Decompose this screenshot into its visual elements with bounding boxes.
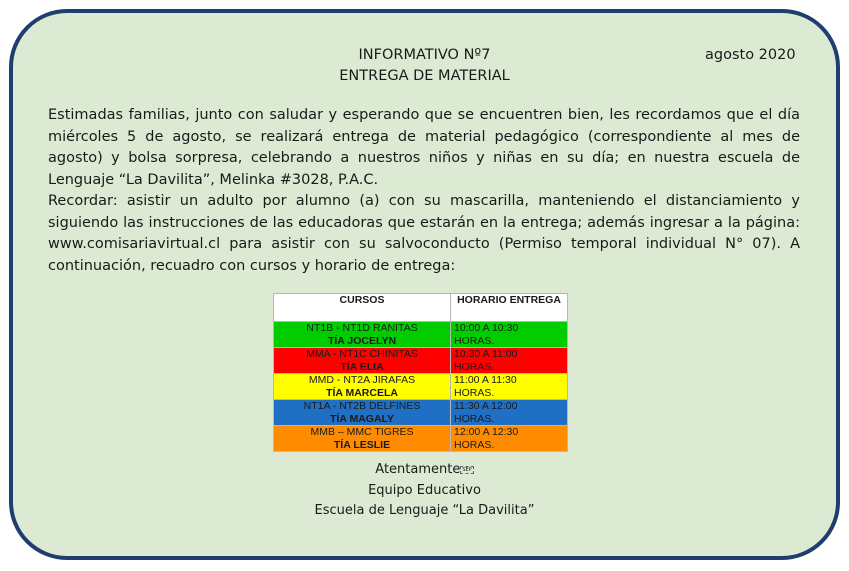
teacher-name: TÍA ELIA — [340, 360, 384, 373]
header-courses: CURSOS — [274, 294, 451, 322]
schedule-row — [274, 322, 568, 348]
schedule-row — [274, 426, 568, 452]
notice-card — [9, 9, 840, 560]
time-unit: HORAS. — [454, 334, 495, 347]
signature-team: Equipo Educativo — [368, 483, 481, 498]
time-cell — [451, 400, 568, 426]
body-paragraph-1: Estimadas familias, junto con saludar y esperando que se encuentren bien, les recordamos que el día miércoles 5 de agosto, se realizará entrega de material pedagógico (correspondiente al mes de agosto) y bolsa sorpresa, celebrando a nuestros niños y niñas en su día; en nuestra escuela de Lenguaje “La Davilita”, Melinka #3028, P.A.C. — [48, 107, 800, 188]
teacher-name: TÍA MAGALY — [330, 412, 394, 425]
notice-title: INFORMATIVO Nº7 — [358, 47, 491, 63]
notice-subtitle: ENTREGA DE MATERIAL — [339, 68, 510, 84]
notice-date: agosto 2020 — [705, 47, 796, 63]
course-cell — [274, 374, 451, 400]
header-schedule: HORARIO ENTREGA — [451, 294, 568, 322]
course-name: MMD - NT2A JIRAFAS — [308, 374, 416, 386]
course-name: NT1B - NT1D RANITAS — [306, 322, 418, 334]
course-name: MMA - NT1C CHINITAS — [306, 348, 418, 360]
sep-glyph: SEP — [462, 466, 472, 473]
schedule-row — [274, 374, 568, 400]
teacher-name: TÍA LESLIE — [333, 438, 391, 451]
notice-body — [48, 105, 800, 277]
course-cell — [274, 348, 451, 374]
time-cell — [451, 322, 568, 348]
course-cell — [274, 426, 451, 452]
schedule-header-row — [274, 294, 568, 322]
time-unit: HORAS. — [454, 438, 495, 451]
schedule-row — [274, 400, 568, 426]
course-name: NT1A - NT2B DELFINES — [303, 400, 421, 412]
schedule-row — [274, 348, 568, 374]
time-unit: HORAS. — [454, 360, 495, 373]
signature-closing — [0, 462, 849, 477]
time-range: 11:00 A 11:30 — [454, 374, 517, 386]
body-paragraph-2: Recordar: asistir un adulto por alumno (a) con su mascarilla, manteniendo el distanciamiento y siguiendo las instrucciones de las educadoras que estarán en la entrega; además ingresar a la página: www.comisariavirtual.cl para asistir con su salvoconducto (Permiso temporal individual N° 07). A continuación, recuadro con cursos y horario de entrega: — [48, 193, 800, 274]
time-cell — [451, 348, 568, 374]
time-unit: HORAS. — [454, 412, 495, 425]
time-cell — [451, 374, 568, 400]
time-range: 11:30 A 12:00 — [454, 400, 518, 412]
closing-text: Atentamente — [375, 462, 461, 477]
teacher-name: TÍA JOCELYN — [327, 334, 397, 347]
course-cell — [274, 400, 451, 426]
time-range: 10:30 A 11:00 — [454, 348, 518, 360]
course-cell — [274, 322, 451, 348]
signature-school: Escuela de Lenguaje “La Davilita” — [314, 503, 535, 518]
schedule-table — [273, 293, 568, 452]
time-range: 12:00 A 12:30 — [454, 426, 519, 438]
course-name: MMB – MMC TIGRES — [310, 426, 414, 438]
time-range: 10:00 A 10:30 — [454, 322, 519, 334]
time-cell — [451, 426, 568, 452]
time-unit: HORAS. — [454, 386, 495, 399]
teacher-name: TÍA MARCELA — [326, 386, 398, 399]
